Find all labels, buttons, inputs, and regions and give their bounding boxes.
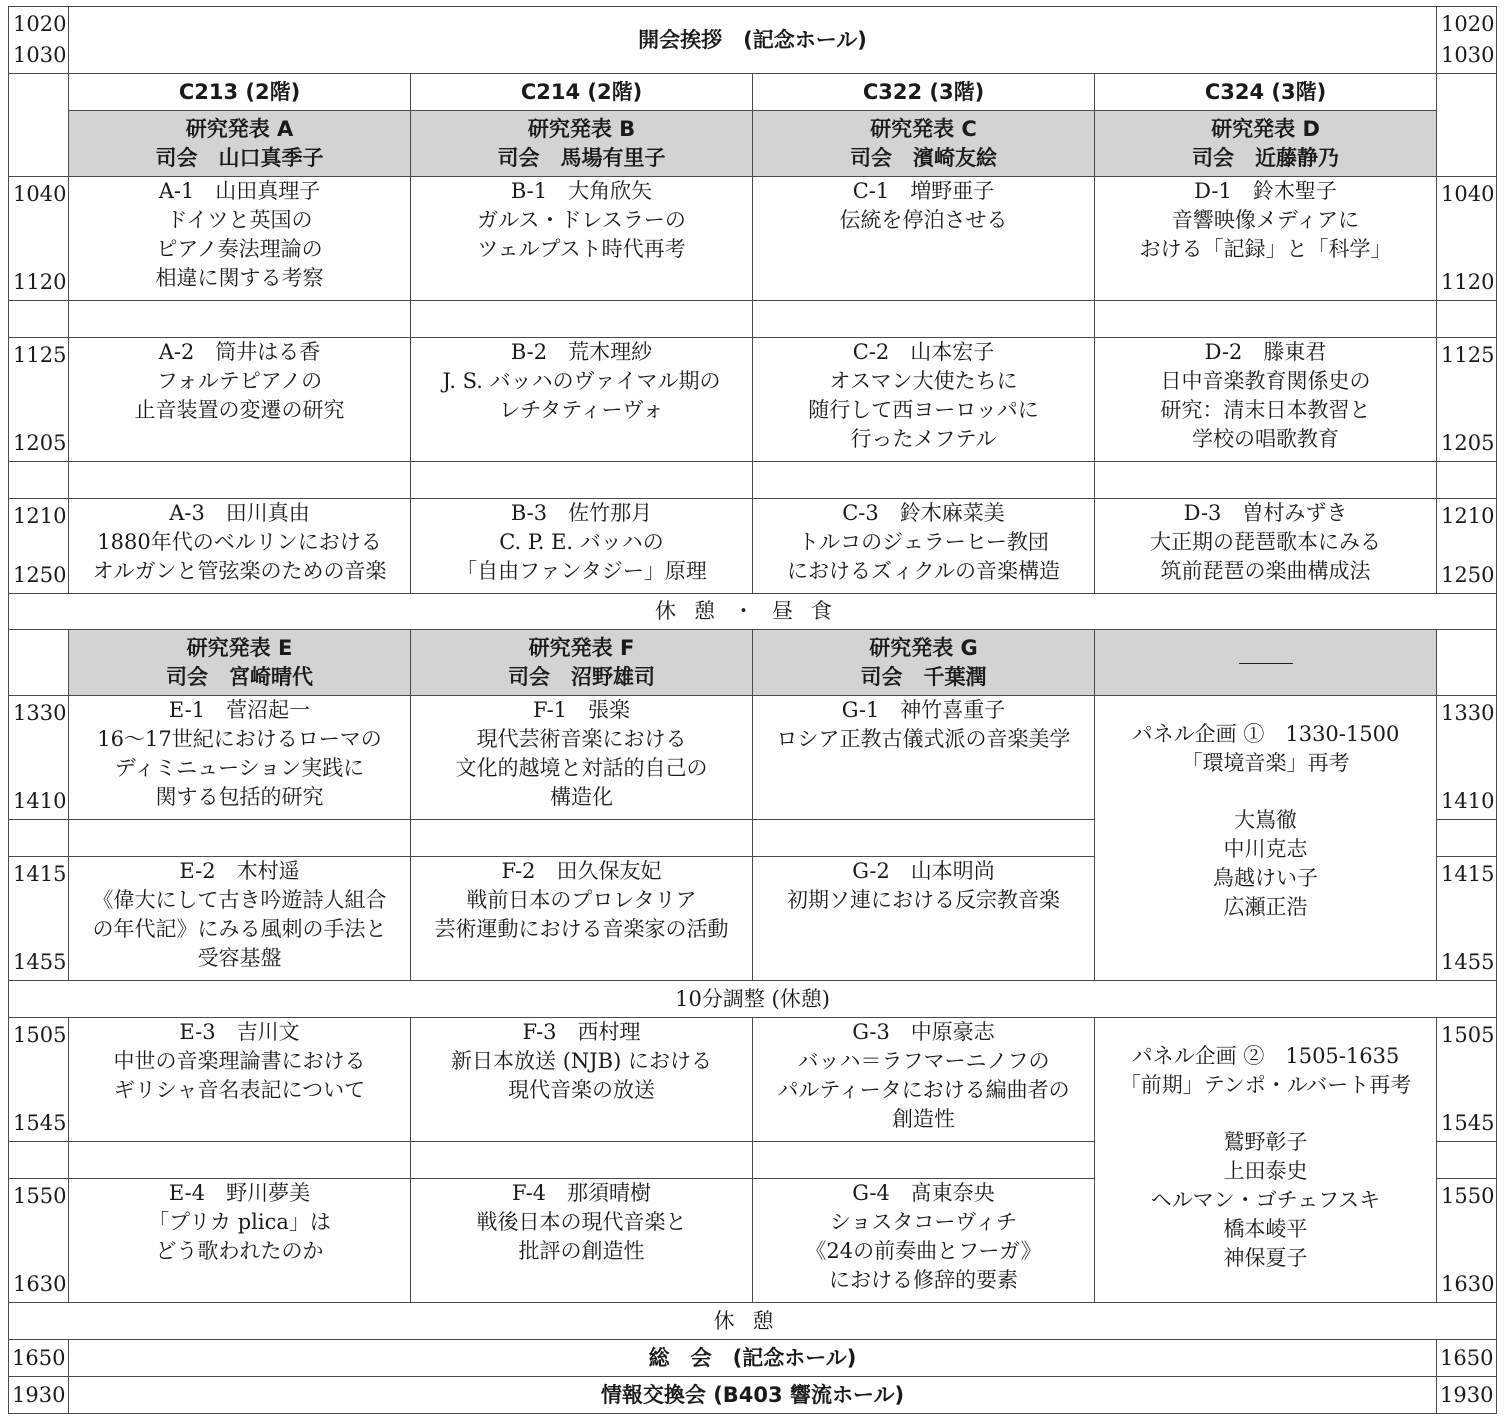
session-header-row	[9, 630, 1497, 696]
gap-row	[9, 301, 1497, 338]
session-header-d: 研究発表 D 司会 近藤静乃	[1095, 111, 1437, 177]
talk-cell	[411, 857, 753, 981]
talk-cell	[753, 499, 1095, 594]
talk-cell	[69, 1018, 411, 1142]
talk-title-line: 芸術運動における音楽家の活動	[434, 917, 729, 941]
talk-cell	[411, 177, 753, 301]
panel-subtitle: 「前期」テンポ・ルバート再考	[1119, 1073, 1412, 1097]
room-label: C322 (3階)	[753, 74, 1095, 111]
slot-row	[9, 177, 1497, 301]
time-cell: 1505 1545	[9, 1018, 69, 1142]
empty-cell	[1437, 630, 1497, 696]
time-cell: 1415 1455	[1437, 857, 1497, 981]
talk-id-speaker: D-3 曽村みずき	[1183, 501, 1348, 525]
talk-title-line: 随行して西ヨーロッパに	[808, 398, 1039, 422]
talk-id-speaker: C-1 増野亜子	[852, 179, 995, 203]
time-cell: 1040 1120	[1437, 177, 1497, 301]
talk-cell	[753, 1018, 1095, 1142]
exchange-row	[9, 1377, 1497, 1414]
talk-title-line: ロシア正教古儀式派の音楽美学	[776, 727, 1071, 751]
talk-id-speaker: E-2 木村遥	[179, 859, 300, 883]
talk-title-line: 《偉大にして古き吟遊詩人組合	[92, 888, 387, 912]
time-cell: 1330 1410	[1437, 696, 1497, 820]
room-label: C214 (2階)	[411, 74, 753, 111]
time-cell: 1550 1630	[9, 1179, 69, 1303]
talk-id-speaker: B-3 佐竹那月	[510, 501, 653, 525]
talk-id-speaker: F-1 張楽	[532, 698, 631, 722]
talk-title-line: 伝統を停泊させる	[839, 208, 1008, 232]
talk-cell	[69, 857, 411, 981]
time-cell: 1210 1250	[1437, 499, 1497, 594]
talk-cell	[753, 696, 1095, 820]
talk-id-speaker: A-3 田川真由	[169, 501, 310, 525]
talk-id-speaker: G-4 髙東奈央	[852, 1181, 995, 1205]
time-cell: 1505 1545	[1437, 1018, 1497, 1142]
session-header-f: 研究発表 F 司会 沼野雄司	[411, 630, 753, 696]
room-label: C324 (3階)	[1095, 74, 1437, 111]
talk-title-line: 戦後日本の現代音楽と	[476, 1210, 687, 1234]
talk-title-line: ギリシャ音名表記について	[113, 1078, 366, 1102]
panel-member: 鳥越けい子	[1213, 866, 1319, 890]
session-header-row	[9, 111, 1497, 177]
break-row	[9, 1303, 1497, 1340]
talk-cell	[1095, 499, 1437, 594]
talk-id-speaker: B-2 荒木理紗	[510, 340, 653, 364]
talk-cell	[411, 338, 753, 462]
talk-id-speaker: D-2 滕東君	[1204, 340, 1327, 364]
talk-id-speaker: C-3 鈴木麻菜美	[842, 501, 1005, 525]
talk-id-speaker: E-1 菅沼起一	[168, 698, 311, 722]
lunch-row	[9, 594, 1497, 630]
time-cell: 1930	[1437, 1377, 1497, 1414]
general-title: 総 会 (記念ホール)	[69, 1340, 1437, 1377]
talk-cell	[1095, 338, 1437, 462]
talk-id-speaker: F-3 西村理	[522, 1020, 641, 1044]
slot-row	[9, 1018, 1497, 1142]
talk-cell	[411, 499, 753, 594]
talk-title-line: パルティータにおける編曲者の	[777, 1078, 1070, 1102]
talk-title-line: オルガンと管弦楽のための音楽	[92, 559, 387, 583]
dash-mark	[1239, 663, 1293, 664]
empty-cell	[9, 74, 69, 177]
panel-member: ヘルマン・ゴチェフスキ	[1150, 1188, 1381, 1212]
session-header-b: 研究発表 B 司会 馬場有里子	[411, 111, 753, 177]
panel-member: 広瀬正浩	[1223, 895, 1308, 919]
time-cell: 1415 1455	[9, 857, 69, 981]
talk-cell	[1095, 177, 1437, 301]
talk-title-line: 戦前日本のプロレタリア	[466, 888, 697, 912]
talk-cell	[69, 696, 411, 820]
rooms-row	[9, 74, 1497, 111]
talk-title-line: 現代音楽の放送	[508, 1078, 655, 1102]
exchange-title: 情報交換会 (B403 響流ホール)	[69, 1377, 1437, 1414]
talk-id-speaker: F-2 田久保友妃	[501, 859, 662, 883]
lunch-label: 休憩・昼食	[655, 599, 851, 623]
room-label: C213 (2階)	[69, 74, 411, 111]
talk-id-speaker: F-4 那須晴樹	[511, 1181, 652, 1205]
talk-title-line: 相違に関する考察	[155, 266, 324, 290]
time-cell: 1020 1030	[9, 7, 69, 74]
talk-title-line: 関する包括的研究	[155, 785, 324, 809]
talk-id-speaker: A-1 山田真理子	[158, 179, 321, 203]
panel-member: 鷲野彰子	[1223, 1130, 1308, 1154]
talk-cell	[753, 338, 1095, 462]
talk-cell	[69, 499, 411, 594]
slot-row	[9, 696, 1497, 820]
session-header-empty	[1095, 630, 1437, 696]
talk-title-line: ディミニューション実践に	[114, 756, 365, 780]
talk-id-speaker: G-3 中原豪志	[852, 1020, 995, 1044]
opening-title: 開会挨拶 (記念ホール)	[69, 7, 1437, 74]
talk-title-line: ショスタコーヴィチ	[829, 1210, 1018, 1234]
slot-row	[9, 338, 1497, 462]
talk-title-line: レチタティーヴォ	[499, 398, 664, 422]
talk-title-line: 行ったメフテル	[850, 427, 997, 451]
talk-title-line: 《24の前奏曲とフーガ》	[805, 1239, 1042, 1263]
talk-title-line: フォルテピアノの	[156, 369, 323, 393]
time-cell: 1330 1410	[9, 696, 69, 820]
session-header-a: 研究発表 A 司会 山口真季子	[69, 111, 411, 177]
time-cell: 1125 1205	[9, 338, 69, 462]
gap-row	[9, 462, 1497, 499]
time-cell: 1550 1630	[1437, 1179, 1497, 1303]
talk-id-speaker: E-4 野川夢美	[168, 1181, 311, 1205]
panel-member: 上田泰史	[1223, 1159, 1308, 1183]
talk-title-line: 創造性	[892, 1107, 955, 1131]
talk-title-line: 16～17世紀におけるローマの	[97, 727, 382, 751]
session-header-g: 研究発表 G 司会 千葉潤	[753, 630, 1095, 696]
talk-title-line: 止音装置の変遷の研究	[134, 398, 345, 422]
talk-title-line: ツェルプスト時代再考	[477, 237, 686, 261]
talk-title-line: 大正期の琵琶歌本にみる	[1150, 530, 1382, 554]
talk-id-speaker: A-2 筒井はる香	[158, 340, 321, 364]
talk-title-line: 「プリカ plica」は	[148, 1210, 331, 1234]
general-row	[9, 1340, 1497, 1377]
talk-title-line: ピアノ奏法理論の	[156, 237, 323, 261]
talk-cell	[69, 1179, 411, 1303]
talk-title-line: オスマン大使たちに	[829, 369, 1018, 393]
talk-title-line: 中世の音楽理論書における	[113, 1049, 366, 1073]
panel-member: 大嶌徹	[1234, 808, 1298, 832]
talk-id-speaker: B-1 大角欣矢	[510, 179, 653, 203]
talk-id-speaker: G-1 神竹喜重子	[841, 698, 1006, 722]
talk-title-line: 筑前琵琶の楽曲構成法	[1160, 559, 1371, 583]
panel-title: パネル企画 ② 1505-1635	[1131, 1044, 1400, 1068]
talk-title-line: の年代記》にみる風刺の手法と	[92, 917, 387, 941]
time-cell: 1930	[9, 1377, 69, 1414]
talk-cell	[69, 338, 411, 462]
talk-id-speaker: G-2 山本明尚	[852, 859, 995, 883]
talk-title-line: ガルス・ドレスラーの	[477, 208, 686, 232]
talk-id-speaker: C-2 山本宏子	[852, 340, 995, 364]
talk-title-line: 音響映像メディアに	[1171, 208, 1360, 232]
schedule-table	[8, 6, 1497, 1414]
talk-title-line: 受容基盤	[197, 946, 282, 970]
talk-title-line: 初期ソ連における反宗教音楽	[787, 888, 1060, 912]
talk-title-line: 文化的越境と対話的自己の	[455, 756, 708, 780]
slot-row	[9, 499, 1497, 594]
break-label: 休憩	[713, 1308, 792, 1333]
opening-row	[9, 7, 1497, 74]
adjust-row	[9, 981, 1497, 1018]
empty-cell	[9, 630, 69, 696]
talk-cell	[411, 696, 753, 820]
panel-subtitle: 「環境音楽」再考	[1181, 751, 1350, 775]
talk-cell	[69, 177, 411, 301]
panel-2	[1095, 1018, 1437, 1303]
talk-cell	[753, 857, 1095, 981]
talk-cell	[411, 1018, 753, 1142]
talk-title-line: C. P. E. バッハの	[499, 530, 664, 554]
empty-cell	[1437, 74, 1497, 177]
adjust-label: 10分調整 (休憩)	[9, 981, 1497, 1018]
talk-title-line: 研究：清末日本教習と	[1160, 398, 1371, 422]
time-cell: 1650	[9, 1340, 69, 1377]
talk-title-line: 新日本放送 (NJB) における	[451, 1049, 712, 1073]
talk-title-line: 構造化	[550, 785, 613, 809]
talk-title-line: 日中音楽教育関係史の	[1160, 369, 1371, 393]
panel-title: パネル企画 ① 1330-1500	[1131, 722, 1400, 746]
time-cell: 1040 1120	[9, 177, 69, 301]
talk-title-line: ドイツと英国の	[166, 208, 313, 232]
talk-title-line: おける「記録」と「科学」	[1139, 237, 1392, 261]
talk-title-line: どう歌われたのか	[155, 1239, 324, 1263]
talk-title-line: におけるズィクルの音楽構造	[787, 559, 1060, 583]
talk-title-line: トルコのジェラーヒー教団	[798, 530, 1049, 554]
talk-title-line: における修辞的要素	[829, 1268, 1018, 1292]
talk-title-line: 現代芸術音楽における	[476, 727, 687, 751]
talk-cell	[753, 177, 1095, 301]
panel-member: 神保夏子	[1223, 1246, 1308, 1270]
session-header-e: 研究発表 E 司会 宮崎晴代	[69, 630, 411, 696]
panel-member: 橋本崚平	[1223, 1217, 1308, 1241]
talk-title-line: 「自由ファンタジー」原理	[456, 559, 707, 583]
talk-cell	[753, 1179, 1095, 1303]
talk-title-line: J. S. バッハのヴァイマル期の	[442, 369, 721, 393]
time-cell: 1210 1250	[9, 499, 69, 594]
time-cell: 1650	[1437, 1340, 1497, 1377]
talk-id-speaker: D-1 鈴木聖子	[1194, 179, 1337, 203]
talk-title-line: 学校の唱歌教育	[1192, 427, 1340, 451]
talk-id-speaker: E-3 吉川文	[179, 1020, 300, 1044]
talk-title-line: 1880年代のベルリンにおける	[97, 530, 382, 554]
time-cell: 1125 1205	[1437, 338, 1497, 462]
talk-title-line: 批評の創造性	[518, 1239, 645, 1263]
talk-cell	[411, 1179, 753, 1303]
talk-title-line: バッハ＝ラフマーニノフの	[797, 1049, 1050, 1073]
panel-1	[1095, 696, 1437, 981]
session-header-c: 研究発表 C 司会 濱崎友絵	[753, 111, 1095, 177]
time-cell: 1020 1030	[1437, 7, 1497, 74]
panel-member: 中川克志	[1223, 837, 1308, 861]
